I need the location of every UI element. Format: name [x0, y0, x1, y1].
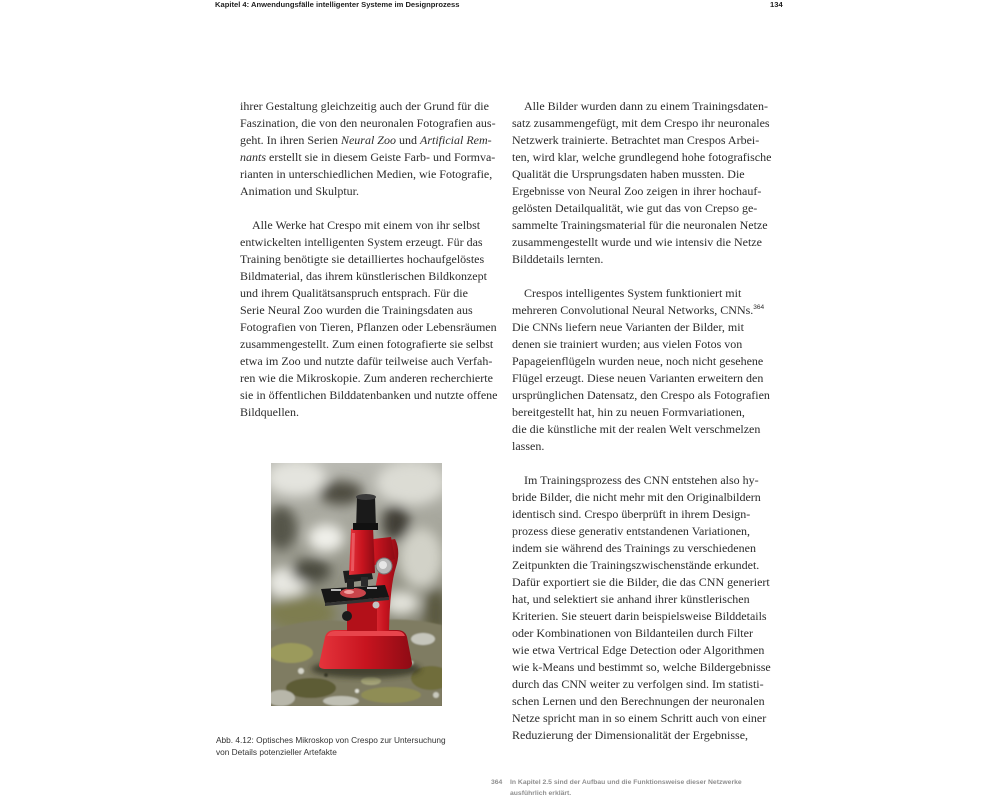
text-line: prozess diese generativ entstandenen Variationen, [512, 524, 751, 538]
text-line: Flügel erzeugt. Diese neuen Varianten erweitern den [512, 371, 764, 385]
paragraph [240, 98, 502, 200]
running-header-title: Kapitel 4: Anwendungsfälle intelligenter Systeme im Designprozess [215, 0, 460, 9]
text-line: Reduzierung der Dimensionalität der Ergebnisse, [512, 728, 749, 742]
text-line: Bilddetails lernten. [512, 252, 604, 266]
text-line: Die CNNs liefern neue Varianten der Bilder, mit [512, 320, 744, 334]
text-line: Netzwerk trainierte. Betrachtet man Crespos Arbei- [512, 133, 760, 147]
text-line: Dafür exportiert sie die Bilder, die das CNN generiert [512, 575, 770, 589]
figure-caption [216, 734, 446, 758]
text-line: sammelte Trainingsmaterial für die neuronalen Netze [512, 218, 768, 232]
text-line: Qualität die Ursprungsdaten haben mussten. Die [512, 167, 745, 181]
text-line: Zeitpunkten die Trainingszwischenstände erkundet. [512, 558, 760, 572]
text-line: Faszination, die von den neuronalen Fotografien aus- [240, 116, 496, 130]
text-line: die die künstliche mit der realen Welt verschmelzen [512, 422, 761, 436]
microscope-photo [271, 463, 442, 706]
text-line: rianten in unterschiedlichen Medien, wie Fotografie, [240, 167, 493, 181]
text-line: wie k-Means und bestimmt so, welche Bildergebnisse [512, 660, 771, 674]
text-line: identisch sind. Crespo überprüft in ihrem Design- [512, 507, 751, 521]
text-line: zusammengestellt wurde und wie intensiv die Netze [512, 235, 762, 249]
text-line: indem sie während des Trainings zu verschiedenen [512, 541, 756, 555]
text-line: entwickelten intelligenten System erzeugt. Für das [240, 235, 483, 249]
text-line: sie in öffentlichen Bilddatenbanken und nutzte offene [240, 388, 498, 402]
text-line: Training benötigte sie detailliertes hochaufgelöstes [240, 252, 485, 266]
caption-line: von Details potenzieller Artefakte [216, 747, 337, 757]
text-line: bride Bilder, die nicht mehr mit den Originalbildern [512, 490, 761, 504]
text-segment: geht. In ihren Serien [240, 133, 341, 147]
text-line: ren wie die Mikroskopie. Zum anderen recherchierte [240, 371, 493, 385]
text-line: durch das CNN weiter zu verfolgen sind. Im statisti- [512, 677, 764, 691]
page-number: 134 [770, 0, 783, 9]
text-line: Crespos intelligentes System funktioniert mit [524, 286, 742, 300]
text-line: Ergebnisse von Neural Zoo zeigen in ihrer hochauf- [512, 184, 762, 198]
text-line: Alle Bilder wurden dann zu einem Trainingsdaten- [524, 99, 768, 113]
left-column [240, 98, 502, 421]
paragraph [512, 472, 774, 744]
text-line: Bildquellen. [240, 405, 299, 419]
text-line: oder Kombinationen von Bildanteilen durch Filter [512, 626, 753, 640]
text-line: Bildmaterial, das ihrem künstlerischen Bildkonzept [240, 269, 487, 283]
footnote-number: 364 [491, 779, 503, 786]
text-line: Im Trainingsprozess des CNN entstehen also hy- [524, 473, 759, 487]
footnote [491, 778, 781, 799]
caption-line: Abb. 4.12: Optisches Mikroskop von Crespo zur Untersuchung [216, 735, 446, 745]
text-segment: und [395, 133, 420, 147]
text-line: Alle Werke hat Crespo mit einem von ihr selbst [252, 218, 481, 232]
footnote-marker: 364 [753, 304, 765, 311]
text-line: satz zusammengefügt, mit dem Crespo ihr neuronales [512, 116, 770, 130]
right-column [512, 98, 774, 744]
italic-series-title: Neural Zoo [340, 133, 396, 147]
text-line: gelösten Detailqualität, wie gut das von Crepso ge- [512, 201, 758, 215]
text-line: hat, und selektiert sie anhand ihrer künstlerischen [512, 592, 750, 606]
italic-series-title: Artificial Rem- [419, 133, 492, 147]
footnote-text-line: In Kapitel 2.5 sind der Aufbau und die Funktionsweise dieser Netzwerke [510, 779, 742, 786]
footnote-text [510, 778, 742, 799]
paragraph [512, 98, 774, 268]
text-line: denen sie trainiert wurden; aus vielen Fotos von [512, 337, 743, 351]
text-line: Serie Neural Zoo wurden die Trainingsdaten aus [240, 303, 473, 317]
text-line: Papageienflügeln wurden neue, noch nicht gesehene [512, 354, 764, 368]
text-line: lassen. [512, 439, 545, 453]
text-line: Netze spricht man in so einem Schritt auch von einer [512, 711, 767, 725]
text-line: zusammengestellt. Zum einen fotografierte sie selbst [240, 337, 494, 351]
text-line [512, 302, 774, 319]
footnote-text-line: ausführlich erklärt. [510, 789, 572, 797]
text-line: ten, wird klar, welche grundlegend hohe fotografische [512, 150, 772, 164]
text-line: schen Lernen und den Berechnungen der neuronalen [512, 694, 765, 708]
text-line: wie etwa Vertrical Edge Detection oder Algorithmen [512, 643, 765, 657]
text-line: ursprünglichen Datensatz, den Crespo als Fotografien [512, 388, 770, 402]
italic-series-title: nants [240, 150, 267, 164]
text-line: und ihrem Qualitätsanspruch entsprach. Für die [240, 286, 468, 300]
paragraph [512, 285, 774, 455]
text-line: bereitgestellt hat, hin zu neuen Formvariationen, [512, 405, 745, 419]
text-segment: mehreren Convolutional Neural Networks, CNNs. [512, 303, 754, 317]
text-line [240, 149, 502, 166]
text-line: Animation und Skulptur. [240, 184, 360, 198]
text-segment: erstellt sie in diesem Geiste Farb- und Formva- [266, 150, 496, 164]
figure [271, 463, 442, 706]
text-line: ihrer Gestaltung gleichzeitig auch der Grund für die [240, 99, 489, 113]
text-line: Kriterien. Sie steuert darin beispielsweise Bilddetails [512, 609, 767, 623]
text-line [240, 132, 502, 149]
paragraph [240, 217, 502, 421]
text-line: etwa im Zoo und nutzte dafür teilweise auch Verfah- [240, 354, 493, 368]
text-line: Fotografien von Tieren, Pflanzen oder Lebensräumen [240, 320, 497, 334]
